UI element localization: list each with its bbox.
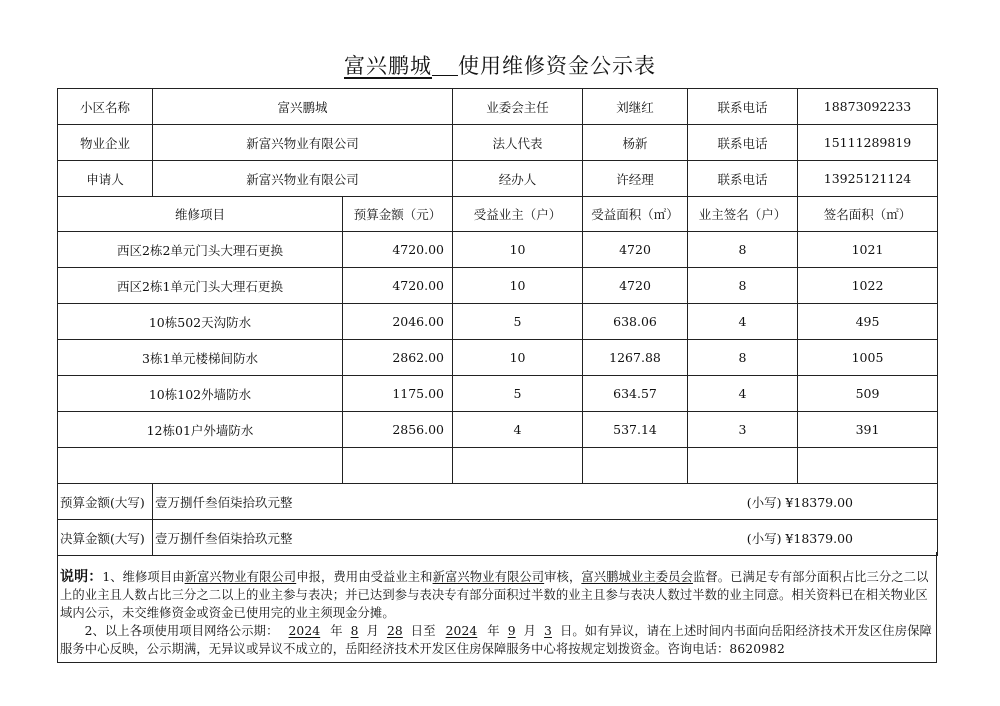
- header-owners: 受益业主（户）: [453, 197, 583, 232]
- final-text: 壹万捌仟叁佰柒拾玖元整: [155, 530, 293, 546]
- owners-cell: 10: [453, 232, 583, 268]
- signed-area-cell: 495: [798, 304, 938, 340]
- budget-label: 预算金额(大写): [58, 484, 153, 520]
- area-cell: 4720: [583, 268, 688, 304]
- signed-cell: 4: [688, 376, 798, 412]
- table-row: [58, 268, 938, 304]
- item-cell: [58, 448, 343, 484]
- budget-cell: 4720.00: [343, 232, 453, 268]
- area-cell: [583, 448, 688, 484]
- owners-cell: [453, 448, 583, 484]
- budget-cell: 2856.00: [343, 412, 453, 448]
- signed-cell: 4: [688, 304, 798, 340]
- budget-row: [58, 484, 938, 520]
- final-label: 决算金额(大写): [58, 520, 153, 556]
- area-cell: 634.57: [583, 376, 688, 412]
- signed-area-cell: 1005: [798, 340, 938, 376]
- budget-cell: 2046.00: [343, 304, 453, 340]
- signed-cell: 8: [688, 340, 798, 376]
- note-text: [60, 568, 934, 658]
- table-row: [58, 340, 938, 376]
- info-label: 小区名称: [58, 89, 153, 125]
- info-label: 法人代表: [453, 125, 583, 161]
- info-label: 联系电话: [688, 89, 798, 125]
- page-title: [0, 50, 1000, 80]
- signed-cell: [688, 448, 798, 484]
- header-signed: 业主签名（户）: [688, 197, 798, 232]
- info-value: 富兴鹏城: [153, 89, 453, 125]
- info-value: 许经理: [583, 161, 688, 197]
- item-cell: 10栋102外墙防水: [58, 376, 343, 412]
- owners-cell: 5: [453, 304, 583, 340]
- info-label: 联系电话: [688, 161, 798, 197]
- item-cell: 西区2栋2单元门头大理石更换: [58, 232, 343, 268]
- signed-area-cell: 509: [798, 376, 938, 412]
- fund-table: [57, 88, 938, 556]
- info-label: 申请人: [58, 161, 153, 197]
- item-cell: 12栋01户外墙防水: [58, 412, 343, 448]
- owners-cell: 10: [453, 340, 583, 376]
- area-cell: 537.14: [583, 412, 688, 448]
- header-budget: 预算金额（元）: [343, 197, 453, 232]
- info-value: 13925121124: [798, 161, 938, 197]
- budget-cell: 1175.00: [343, 376, 453, 412]
- info-row: [58, 125, 938, 161]
- info-label: 联系电话: [688, 125, 798, 161]
- title-community: 富兴鹏城: [344, 54, 432, 78]
- note-head: 说明：: [60, 569, 103, 585]
- item-cell: 10栋502天沟防水: [58, 304, 343, 340]
- area-cell: 1267.88: [583, 340, 688, 376]
- signed-area-cell: [798, 448, 938, 484]
- signed-cell: 8: [688, 232, 798, 268]
- info-value: 15111289819: [798, 125, 938, 161]
- table-row: [58, 304, 938, 340]
- info-label: 经办人: [453, 161, 583, 197]
- signed-cell: 3: [688, 412, 798, 448]
- info-label: 物业企业: [58, 125, 153, 161]
- info-value: 新富兴物业有限公司: [153, 161, 453, 197]
- title-rest: 使用维修资金公示表: [458, 54, 656, 78]
- final-row: [58, 520, 938, 556]
- table-row: [58, 232, 938, 268]
- budget-small: (小写) ¥18379.00: [746, 494, 854, 510]
- budget-cell: [343, 448, 453, 484]
- item-cell: 3栋1单元楼梯间防水: [58, 340, 343, 376]
- signed-area-cell: 391: [798, 412, 938, 448]
- info-row: [58, 89, 938, 125]
- area-cell: 638.06: [583, 304, 688, 340]
- header-item: 维修项目: [58, 197, 343, 232]
- final-small: (小写) ¥18379.00: [746, 530, 854, 546]
- signed-cell: 8: [688, 268, 798, 304]
- header-row: [58, 197, 938, 232]
- budget-text: 壹万捌仟叁佰柒拾玖元整: [155, 494, 293, 510]
- owners-cell: 5: [453, 376, 583, 412]
- item-cell: 西区2栋1单元门头大理石更换: [58, 268, 343, 304]
- budget-cell: 2862.00: [343, 340, 453, 376]
- table-row: [58, 376, 938, 412]
- info-row: [58, 161, 938, 197]
- info-value: 刘继红: [583, 89, 688, 125]
- table-row: [58, 448, 938, 484]
- note-para-1: 说明：1、维修项目由新富兴物业有限公司申报，费用由受益业主和新富兴物业有限公司审核，富兴鹏城业主委员会监督。已满足专有部分面积占比三分之二以上的业主且人数占比三分之二以上的业主参与表决；并已达到参与表决专有部分面积过半数的业主且参与表决人数过半数的业主同意。相关资料已在相关物业区域内公示，未交维修资金或资金已使用完的业主须现金分摊。: [60, 569, 929, 620]
- info-value: 杨新: [583, 125, 688, 161]
- table-row: [58, 412, 938, 448]
- budget-cell: 4720.00: [343, 268, 453, 304]
- owners-cell: 4: [453, 412, 583, 448]
- note-para-2: 2、以上各项使用项目网络公示期： 2024 年 8 月 28 日至 2024 年 9 月 3 日。如有异议，请在上述时间内书面向岳阳经济技术开发区住房保障服务中心反映，公示期满，无异议或异议不成立的，岳阳经济技术开发区住房保障服务中心将按规定划拨资金。咨询电话：8620982: [60, 624, 932, 656]
- signed-area-cell: 1021: [798, 232, 938, 268]
- info-label: 业委会主任: [453, 89, 583, 125]
- signed-area-cell: 1022: [798, 268, 938, 304]
- owners-cell: 10: [453, 268, 583, 304]
- info-value: 18873092233: [798, 89, 938, 125]
- info-value: 新富兴物业有限公司: [153, 125, 453, 161]
- title-gap: [432, 55, 458, 76]
- area-cell: 4720: [583, 232, 688, 268]
- header-area: 受益面积（㎡）: [583, 197, 688, 232]
- header-signed-area: 签名面积（㎡）: [798, 197, 938, 232]
